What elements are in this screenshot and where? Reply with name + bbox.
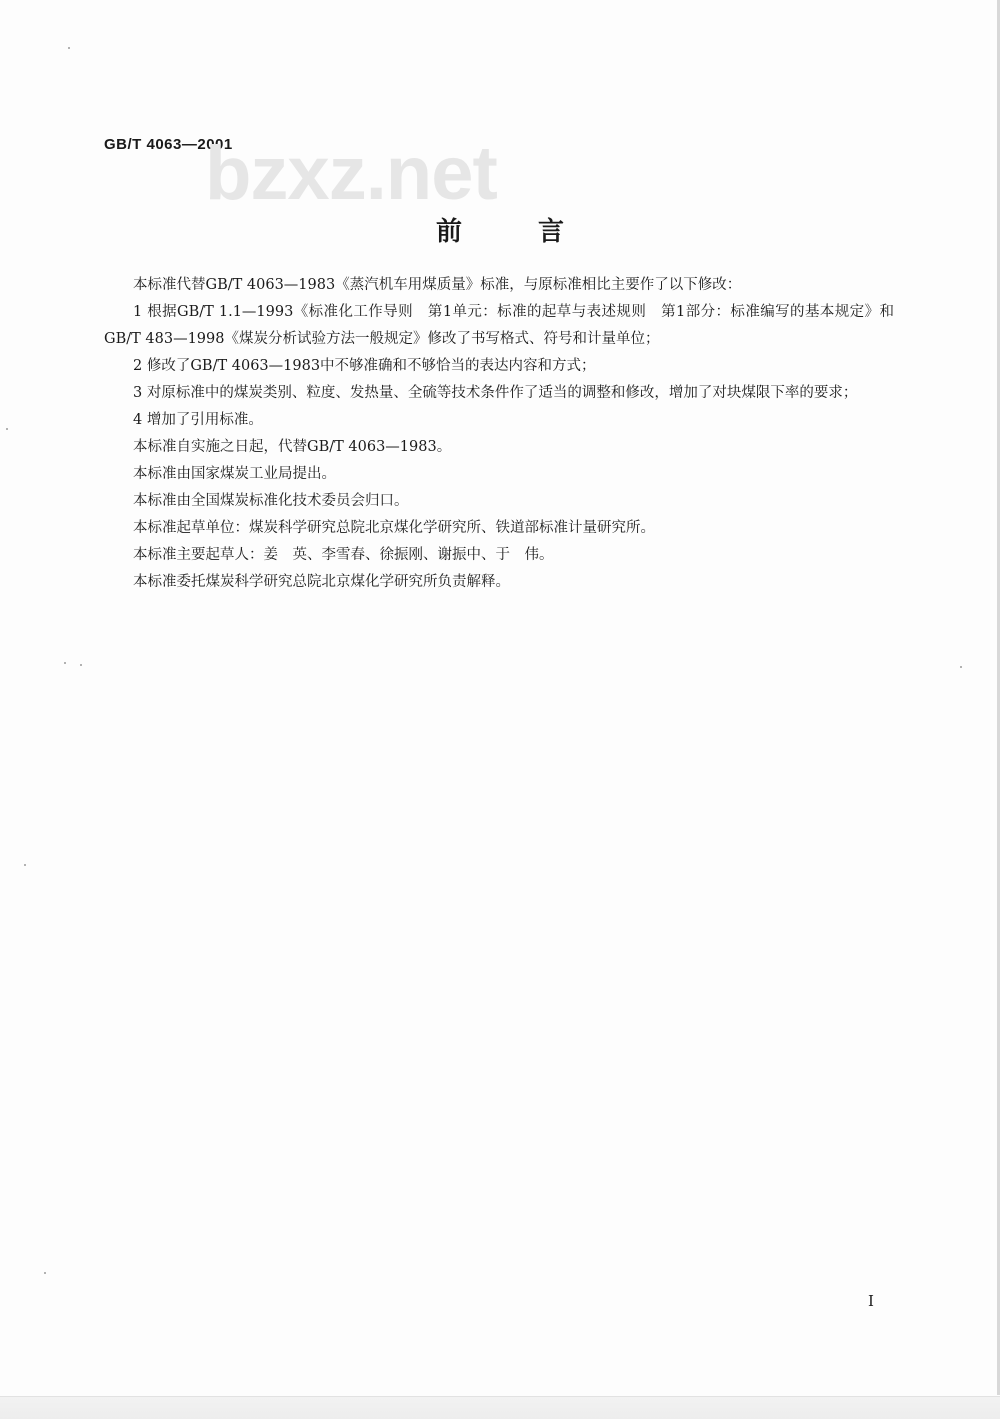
paragraph: 本标准代替GB/T 4063—1983《蒸汽机车用煤质量》标准，与原标准相比主要作了以下修改：	[133, 277, 742, 293]
scan-speck	[6, 428, 8, 430]
paragraph: 1 根据GB/T 1.1—1993《标准化工作导则 第1单元：标准的起草与表述规则 第1部分：标准编写的基本规定》和GB/T 483—1998《煤炭分析试验方法一般规定》修改了书写格式、符号和计量单位；	[104, 304, 894, 347]
scan-speck	[68, 47, 70, 49]
paragraph: 4 增加了引用标准。	[133, 412, 263, 428]
paragraph: 本标准起草单位：煤炭科学研究总院北京煤化学研究所、铁道部标准计量研究所。	[133, 520, 655, 536]
foreword-body	[104, 272, 894, 596]
page-title: 前言	[435, 217, 640, 247]
paragraph: 3 对原标准中的煤炭类别、粒度、发热量、全硫等技术条件作了适当的调整和修改，增加了对块煤限下率的要求；	[133, 385, 858, 401]
scan-speck	[80, 664, 82, 666]
scan-speck	[24, 864, 26, 866]
page-bottom-edge	[0, 1396, 1000, 1419]
scan-speck	[960, 666, 962, 668]
watermark: bzxz.net	[205, 131, 497, 216]
paragraph: 本标准自实施之日起，代替GB/T 4063—1983。	[133, 439, 452, 455]
page-number: I	[868, 1292, 874, 1310]
paragraph: 本标准委托煤炭科学研究总院北京煤化学研究所负责解释。	[133, 574, 510, 590]
paragraph: 本标准由国家煤炭工业局提出。	[133, 466, 336, 482]
paragraph: 本标准由全国煤炭标准化技术委员会归口。	[133, 493, 409, 509]
paragraph: 本标准主要起草人：姜 英、李雪春、徐振刚、谢振中、于 伟。	[133, 547, 554, 563]
scan-speck	[64, 662, 66, 664]
paragraph: 2 修改了GB/T 4063—1983中不够准确和不够恰当的表达内容和方式；	[133, 358, 596, 374]
standard-code: GB/T 4063—2001	[104, 136, 233, 153]
scan-speck	[44, 1272, 46, 1274]
